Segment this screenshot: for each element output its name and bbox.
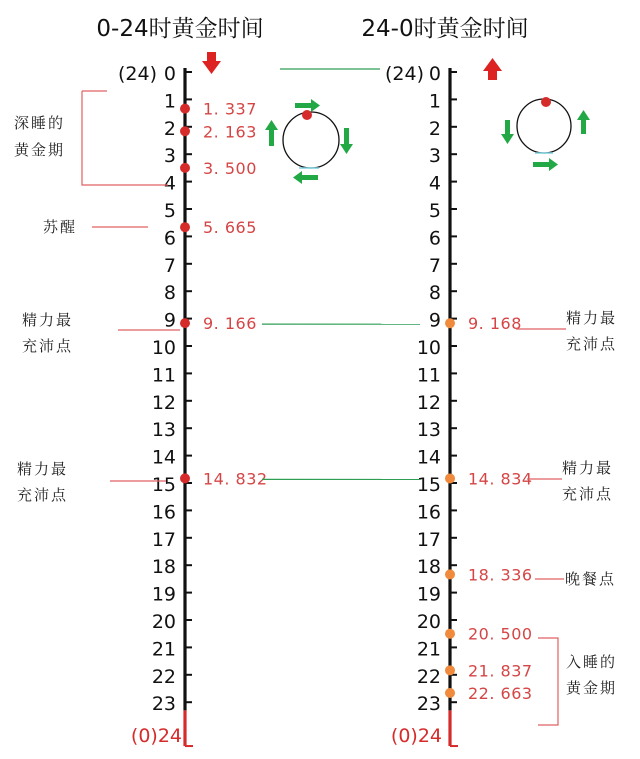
- hour-label: 4: [163, 172, 176, 195]
- down-arrow-icon: [202, 52, 221, 74]
- left-clock-cycle-icon: [265, 99, 353, 184]
- svg-text:入睡的: 入睡的: [566, 653, 618, 671]
- hour-label: 9: [428, 309, 441, 332]
- left-note-wake: [43, 218, 148, 236]
- time-point-dot: [180, 104, 190, 114]
- right-bottom-label: (0)24: [390, 725, 442, 747]
- hour-label: 7: [428, 254, 441, 277]
- hour-label: 15: [416, 474, 441, 496]
- hour-label: 17: [151, 528, 176, 551]
- time-point-dot: [180, 163, 190, 173]
- time-point-dot: [445, 665, 455, 675]
- hour-label: 0: [163, 63, 176, 85]
- hour-label: 22: [416, 665, 441, 688]
- right-title: 24-0时黄金时间: [361, 16, 529, 42]
- time-point-label: 18. 336: [468, 565, 533, 585]
- hour-label: 7: [163, 254, 176, 277]
- left-bottom-label: (0)24: [130, 725, 182, 747]
- hour-label: 16: [416, 501, 441, 524]
- hour-label: 23: [416, 693, 441, 716]
- hour-label: 23: [151, 693, 176, 716]
- hour-label: 19: [151, 583, 176, 606]
- up-arrow-icon: [483, 58, 502, 80]
- time-point-label: 9. 168: [468, 314, 522, 334]
- hour-label: 14: [416, 446, 441, 469]
- time-point-label: 1. 337: [203, 99, 257, 119]
- svg-text:晚餐点: 晚餐点: [565, 570, 617, 588]
- svg-text:精力最: 精力最: [562, 459, 614, 477]
- hour-label: 11: [416, 364, 441, 387]
- hour-label: 13: [151, 419, 176, 442]
- hour-label: 6: [428, 227, 441, 250]
- hour-label: 2: [428, 117, 441, 140]
- hour-label: 14: [151, 446, 176, 469]
- hour-label: 8: [163, 282, 176, 305]
- time-point-dot: [445, 688, 455, 698]
- hour-label: 0: [428, 63, 441, 85]
- hour-label: 1: [428, 90, 441, 113]
- time-point-label: 14. 832: [203, 469, 268, 489]
- time-point-dot: [180, 318, 190, 328]
- hour-label: 2: [163, 117, 176, 140]
- hour-label: 5: [428, 200, 441, 222]
- right-axis: [417, 63, 533, 746]
- svg-text:苏醒: 苏醒: [43, 218, 78, 236]
- time-point-dot: [445, 473, 455, 483]
- hour-label: 16: [151, 501, 176, 524]
- hour-label: 1: [163, 90, 176, 113]
- hour-label: 18: [151, 556, 176, 579]
- right-note-sleep: [538, 638, 617, 725]
- svg-text:精力最: 精力最: [17, 460, 69, 478]
- left-title: 0-24时黄金时间: [96, 16, 264, 42]
- hour-label: 15: [151, 474, 176, 496]
- svg-text:充沛点: 充沛点: [562, 485, 614, 503]
- left-axis: [152, 63, 268, 746]
- time-point-label: 21. 837: [468, 661, 533, 681]
- left-note-deep-sleep: [14, 91, 168, 185]
- left-top-label: (24): [117, 63, 157, 85]
- time-point-label: 22. 663: [468, 683, 533, 703]
- svg-text:黄金期: 黄金期: [566, 679, 618, 697]
- time-point-dot: [445, 629, 455, 639]
- time-point-dot: [445, 569, 455, 579]
- hour-label: 10: [151, 337, 176, 359]
- time-point-label: 3. 500: [203, 158, 257, 178]
- right-top-label: (24): [384, 63, 424, 85]
- hour-label: 3: [428, 145, 441, 168]
- hour-label: 3: [163, 145, 176, 168]
- time-point-label: 2. 163: [203, 122, 257, 142]
- hour-label: 6: [163, 227, 176, 250]
- time-point-label: 5. 665: [203, 218, 257, 238]
- time-point-label: 9. 166: [203, 314, 257, 334]
- right-note-peak-2: [527, 459, 613, 503]
- hour-label: 21: [416, 638, 441, 661]
- left-note-peak-2: [17, 460, 166, 504]
- hour-label: 9: [163, 309, 176, 332]
- connector-lines: [262, 324, 420, 479]
- hour-label: 22: [151, 665, 176, 688]
- right-clock-cycle-icon: [501, 97, 590, 171]
- time-point-dot: [180, 222, 190, 232]
- hour-label: 11: [151, 364, 176, 387]
- svg-text:精力最: 精力最: [22, 311, 74, 329]
- hour-label: 12: [416, 391, 441, 414]
- time-point-dot: [180, 473, 190, 483]
- svg-text:充沛点: 充沛点: [566, 335, 618, 353]
- hour-label: 12: [151, 391, 176, 414]
- hour-label: 20: [151, 611, 176, 633]
- time-point-dot: [445, 318, 455, 328]
- hour-label: 18: [416, 556, 441, 579]
- time-point-label: 20. 500: [468, 624, 533, 644]
- right-note-dinner: [535, 570, 616, 588]
- hour-label: 4: [428, 172, 441, 195]
- time-point-label: 14. 834: [468, 469, 533, 489]
- hour-label: 8: [428, 282, 441, 305]
- hour-label: 17: [416, 528, 441, 551]
- hour-label: 10: [416, 337, 441, 359]
- hour-label: 19: [416, 583, 441, 606]
- svg-text:充沛点: 充沛点: [22, 337, 74, 355]
- hour-label: 13: [416, 419, 441, 442]
- svg-text:精力最: 精力最: [566, 309, 618, 327]
- svg-text:黄金期: 黄金期: [14, 141, 66, 159]
- time-point-dot: [180, 126, 190, 136]
- hour-label: 20: [416, 611, 441, 633]
- svg-text:充沛点: 充沛点: [17, 486, 69, 504]
- svg-text:深睡的: 深睡的: [14, 114, 66, 132]
- hour-label: 5: [163, 200, 176, 222]
- hour-label: 21: [151, 638, 176, 661]
- right-note-peak-1: [516, 309, 617, 353]
